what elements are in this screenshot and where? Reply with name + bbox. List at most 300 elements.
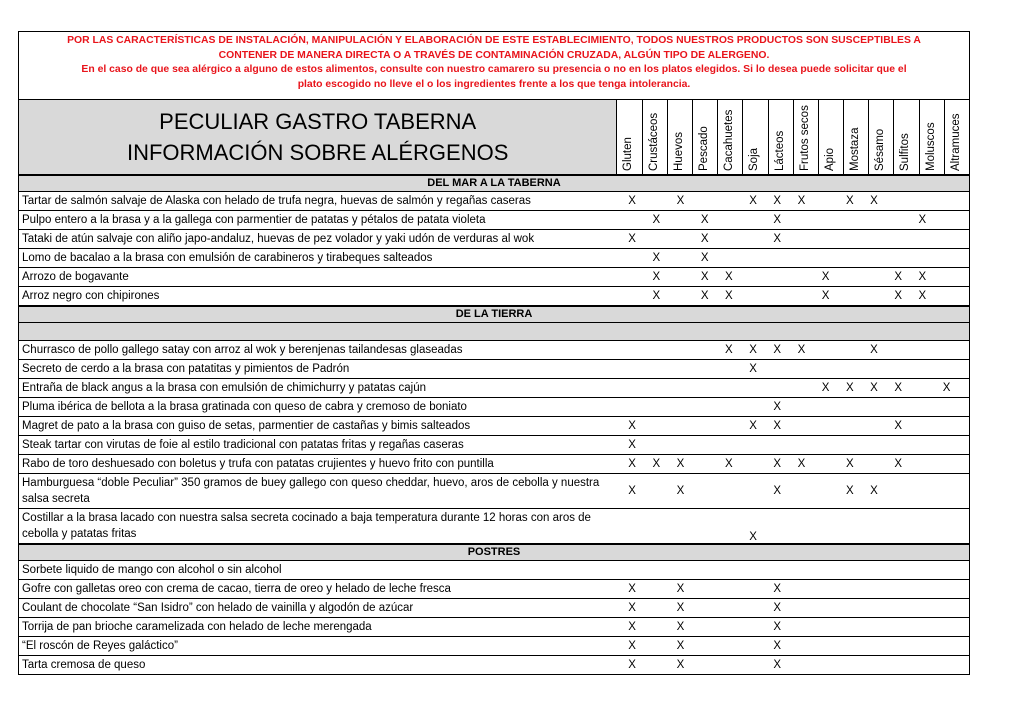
allergen-cell: X	[749, 420, 757, 432]
allergen-cell	[814, 455, 838, 473]
allergen-cell	[910, 230, 934, 248]
allergen-cell	[741, 656, 765, 674]
allergen-cell: X	[918, 290, 927, 302]
allergen-cell: X	[870, 485, 878, 497]
allergen-cell	[814, 436, 838, 454]
allergen-label: Moluscos	[924, 122, 937, 171]
allergen-cell	[934, 580, 958, 598]
allergen-cell	[741, 474, 765, 508]
allergen-cell	[741, 637, 765, 655]
allergen-cell	[934, 268, 958, 286]
allergen-cell	[693, 561, 717, 579]
allergen-label: Soja	[748, 147, 761, 171]
allergen-label: Altramuces	[949, 113, 962, 171]
allergen-header	[668, 100, 693, 174]
allergen-cell	[620, 249, 644, 267]
allergen-cell: X	[749, 363, 757, 375]
dish-name: Entraña de black angus a la brasa con emulsión de chimichurry y patatas cajún	[22, 382, 427, 394]
allergen-cell	[668, 360, 692, 378]
allergen-cell: X	[749, 344, 757, 356]
allergen-cell: X	[773, 659, 782, 671]
allergen-cell	[741, 455, 765, 473]
allergen-cell: X	[725, 290, 733, 302]
allergen-cell	[838, 341, 862, 359]
allergen-cell	[886, 580, 910, 598]
allergen-cell: X	[676, 659, 685, 671]
allergen-cell: X	[797, 344, 806, 356]
allergen-cell	[789, 360, 813, 378]
allergen-cell	[814, 637, 838, 655]
allergen-header	[643, 100, 668, 174]
allergen-cell	[693, 599, 717, 617]
allergen-cell: X	[845, 458, 854, 470]
allergen-label: Apio	[823, 147, 836, 171]
allergen-header	[743, 100, 768, 174]
allergen-cell	[693, 417, 717, 435]
warning-line: plato escogido no lleve el o los ingredientes frente a los que tenga intolerancia.	[297, 78, 691, 90]
allergen-cell	[934, 509, 958, 543]
allergen-cell: X	[652, 214, 661, 226]
allergen-cell: X	[870, 382, 878, 394]
allergen-cell	[741, 268, 765, 286]
allergen-label: Frutos secos	[798, 105, 811, 171]
section-header: DEL MAR A LA TABERNA	[19, 175, 969, 192]
allergen-label: Huevos	[672, 132, 685, 171]
allergen-cell: X	[628, 640, 636, 652]
allergen-cell	[910, 360, 934, 378]
allergen-cell	[886, 599, 910, 617]
table-row	[19, 211, 969, 230]
allergen-cell	[838, 599, 862, 617]
allergen-cell	[693, 474, 717, 508]
allergen-cell	[668, 561, 692, 579]
table-row	[19, 398, 969, 417]
allergen-cell: X	[676, 458, 685, 470]
allergen-cell: X	[628, 583, 636, 595]
allergen-cell	[620, 268, 644, 286]
allergen-cell	[668, 436, 692, 454]
allergen-cell	[717, 637, 741, 655]
allergen-cell	[717, 509, 741, 543]
table-row	[19, 637, 969, 656]
allergen-cell: X	[797, 195, 806, 207]
allergen-cell	[693, 360, 717, 378]
allergen-cell	[838, 618, 862, 636]
table-row	[19, 287, 969, 306]
allergen-label: Sésamo	[874, 128, 887, 171]
allergen-header	[869, 100, 894, 174]
table-row	[19, 580, 969, 599]
allergen-cell	[838, 561, 862, 579]
allergen-cell	[838, 509, 862, 543]
allergen-cell	[862, 287, 886, 305]
allergen-cell: X	[773, 640, 782, 652]
allergen-cell	[668, 230, 692, 248]
allergen-cell	[934, 561, 958, 579]
dish-name: Lomo de bacalao a la brasa con emulsión de carabineros y tirabeques salteados	[22, 252, 433, 264]
restaurant-name: PECULIAR GASTRO TABERNA	[159, 109, 477, 134]
allergen-cell: X	[628, 485, 636, 497]
table-row	[19, 249, 969, 268]
allergen-header	[894, 100, 919, 174]
allergen-cell	[620, 509, 644, 543]
allergen-cell	[910, 561, 934, 579]
dish-name: Churrasco de pollo gallego satay con arroz al wok y berenjenas tailandesas glaseadas	[22, 344, 463, 356]
allergen-cell	[838, 417, 862, 435]
allergen-cell: X	[725, 458, 733, 470]
allergen-cell	[717, 656, 741, 674]
allergen-cell	[717, 398, 741, 416]
allergen-cell	[934, 360, 958, 378]
allergen-cell: X	[918, 214, 927, 226]
allergen-cell	[693, 379, 717, 397]
allergen-cell	[838, 211, 862, 229]
allergen-cell: X	[676, 583, 685, 595]
allergen-cell	[886, 436, 910, 454]
allergen-cell	[765, 360, 789, 378]
allergen-cell	[934, 637, 958, 655]
allergen-cell	[644, 561, 668, 579]
dish-name: Steak tartar con virutas de foie al estilo tradicional con patatas fritas y regañas caseras	[22, 439, 464, 451]
allergen-cell	[814, 599, 838, 617]
allergen-cell	[717, 379, 741, 397]
allergen-header	[794, 100, 819, 174]
allergen-cell: X	[773, 401, 782, 413]
allergen-cell	[886, 509, 910, 543]
allergen-cell	[620, 360, 644, 378]
allergen-cell	[717, 561, 741, 579]
dish-name: Sorbete liquido de mango con alcohol o sin alcohol	[22, 564, 282, 576]
allergen-label: Mostaza	[849, 127, 862, 171]
allergen-cell	[741, 599, 765, 617]
allergen-cell	[789, 287, 813, 305]
allergen-cell	[910, 341, 934, 359]
allergen-cell	[934, 618, 958, 636]
allergen-cell	[886, 474, 910, 508]
allergen-label: Crustáceos	[647, 112, 660, 171]
allergen-cell	[668, 379, 692, 397]
allergen-cell: X	[652, 252, 661, 264]
allergen-cell	[862, 230, 886, 248]
allergen-cell	[644, 474, 668, 508]
allergen-header	[819, 100, 844, 174]
allergen-cell	[644, 398, 668, 416]
blank-row	[19, 323, 969, 341]
allergen-cell	[620, 561, 644, 579]
allergen-cell	[789, 561, 813, 579]
allergen-cell	[693, 618, 717, 636]
allergen-cell	[620, 211, 644, 229]
allergen-cell	[910, 417, 934, 435]
allergen-cell	[789, 436, 813, 454]
allergen-label: Lácteos	[773, 130, 786, 171]
allergen-header	[617, 100, 642, 174]
allergen-cell	[644, 417, 668, 435]
allergen-cell	[668, 509, 692, 543]
allergen-cell: X	[845, 195, 854, 207]
allergen-cell: X	[894, 271, 902, 283]
allergen-cell: X	[628, 458, 636, 470]
allergen-label: Sulfitos	[899, 133, 912, 171]
allergen-cell	[765, 249, 789, 267]
allergen-cell	[644, 192, 668, 210]
allergen-cell: X	[821, 290, 830, 302]
allergen-cell	[693, 656, 717, 674]
table-row	[19, 509, 969, 544]
allergen-cell	[814, 192, 838, 210]
table-row	[19, 360, 969, 379]
allergen-cell	[644, 509, 668, 543]
allergen-cell	[644, 580, 668, 598]
allergen-cell	[789, 379, 813, 397]
section-header: POSTRES	[19, 544, 969, 561]
allergen-cell: X	[821, 382, 830, 394]
allergen-cell	[886, 360, 910, 378]
allergen-cell: X	[773, 344, 782, 356]
allergen-cell	[717, 580, 741, 598]
allergen-cell	[789, 398, 813, 416]
warning-line: En el caso de que sea alérgico a alguno de estos alimentos, consulte con nuestro camarero su presencia o no en los platos elegidos. Si lo desea puede solicitar que el	[81, 64, 907, 75]
allergen-cell: X	[700, 271, 709, 283]
allergen-cell: X	[652, 290, 661, 302]
allergen-cell	[886, 192, 910, 210]
warning-line: POR LAS CARACTERÍSTICAS DE INSTALACIÓN, MANIPULACIÓN Y ELABORACIÓN DE ESTE ESTABLECIMIENTO, TODOS NUESTROS PRODUCTOS SON SUSCEPTIBLES A	[67, 35, 921, 46]
allergen-cell	[668, 287, 692, 305]
allergen-cell	[862, 360, 886, 378]
allergen-cell: X	[894, 290, 902, 302]
allergen-cell	[644, 360, 668, 378]
allergen-cell	[620, 341, 644, 359]
allergen-cell: X	[773, 195, 782, 207]
allergen-cell	[789, 618, 813, 636]
dish-name: Magret de pato a la brasa con guiso de setas, parmentier de castañas y bimis salteados	[22, 420, 471, 432]
allergen-cell	[910, 509, 934, 543]
allergen-cell: X	[628, 602, 636, 614]
allergen-cell	[934, 398, 958, 416]
table-row	[19, 455, 969, 474]
allergen-cell	[838, 249, 862, 267]
allergen-cell: X	[676, 485, 685, 497]
allergen-cell: X	[870, 344, 878, 356]
allergen-cell: X	[628, 233, 636, 245]
allergen-cell	[862, 268, 886, 286]
allergen-cell	[910, 398, 934, 416]
dish-name: Tarta cremosa de queso	[22, 659, 146, 671]
allergen-cell	[693, 580, 717, 598]
allergen-cell	[838, 656, 862, 674]
dish-name: Costillar a la brasa lacado con nuestra salsa secreta cocinado a baja temperatura durante 12 horas con aros de cebolla y patatas fritas	[22, 512, 591, 540]
table-row	[19, 599, 969, 618]
allergen-cell: X	[628, 420, 636, 432]
allergen-cell	[862, 656, 886, 674]
allergen-header	[693, 100, 718, 174]
menu-table	[19, 175, 969, 675]
allergen-cell	[741, 398, 765, 416]
allergen-cell	[693, 637, 717, 655]
allergen-label: Gluten	[622, 137, 635, 171]
allergen-cell	[693, 192, 717, 210]
dish-name: Gofre con galletas oreo con crema de cacao, tierra de oreo y helado de leche fresca	[22, 583, 451, 595]
allergen-cell: X	[845, 382, 854, 394]
allergen-cell	[668, 268, 692, 286]
dish-name: Hamburguesa “doble Peculiar” 350 gramos de buey gallego con queso cheddar, huevo, aros de cebolla y nuestra salsa secreta	[22, 477, 600, 505]
allergen-cell	[717, 474, 741, 508]
allergen-cell	[910, 455, 934, 473]
allergen-cell	[644, 656, 668, 674]
table-row	[19, 561, 969, 580]
allergen-cell	[789, 417, 813, 435]
allergen-cell: X	[652, 458, 661, 470]
allergen-cell	[862, 436, 886, 454]
allergen-cell	[934, 230, 958, 248]
allergen-cell	[644, 436, 668, 454]
allergen-cell	[620, 379, 644, 397]
allergen-cell	[717, 360, 741, 378]
allergen-cell	[838, 580, 862, 598]
allergen-cell	[741, 618, 765, 636]
allergen-cell	[765, 287, 789, 305]
allergen-cell: X	[725, 344, 733, 356]
allergen-cell	[644, 230, 668, 248]
allergen-cell	[789, 637, 813, 655]
allergen-cell: X	[725, 271, 733, 283]
allergen-cell	[789, 509, 813, 543]
table-row	[19, 656, 969, 675]
dish-name: Rabo de toro deshuesado con boletus y trufa con patatas crujientes y huevo frito con puntilla	[22, 458, 494, 470]
allergen-cell	[934, 249, 958, 267]
allergen-cell	[838, 287, 862, 305]
allergen-cell	[765, 561, 789, 579]
allergen-cell	[838, 230, 862, 248]
allergen-cell	[862, 211, 886, 229]
allergen-cell	[741, 249, 765, 267]
allergen-cell	[886, 398, 910, 416]
allergen-cell	[886, 211, 910, 229]
allergen-cell: X	[773, 214, 782, 226]
allergen-cell	[814, 656, 838, 674]
table-row	[19, 268, 969, 287]
allergen-cell	[862, 637, 886, 655]
page-title	[19, 100, 617, 174]
table-row	[19, 618, 969, 637]
allergen-cell	[765, 268, 789, 286]
allergen-cell	[910, 599, 934, 617]
section-header: DE LA TIERRA	[19, 306, 969, 323]
allergen-cell	[717, 618, 741, 636]
allergen-cell: X	[676, 602, 685, 614]
allergen-cell	[620, 287, 644, 305]
allergen-label: Cacahuetes	[723, 109, 736, 171]
allergen-cell	[693, 341, 717, 359]
allergen-warning	[19, 31, 969, 100]
allergen-cell	[644, 599, 668, 617]
allergen-cell: X	[894, 420, 902, 432]
table-row	[19, 341, 969, 360]
allergen-cell	[644, 618, 668, 636]
allergen-cell	[910, 379, 934, 397]
allergen-cell	[717, 417, 741, 435]
allergen-cell: X	[676, 621, 685, 633]
allergen-cell	[910, 474, 934, 508]
allergen-cell: X	[749, 195, 757, 207]
allergen-cell	[741, 580, 765, 598]
allergen-cell	[741, 379, 765, 397]
allergen-label: Pescado	[697, 126, 710, 171]
allergen-cell	[717, 436, 741, 454]
allergen-cell	[668, 211, 692, 229]
allergen-cell	[693, 509, 717, 543]
allergen-cell	[693, 455, 717, 473]
allergen-cell	[934, 192, 958, 210]
allergen-cell	[717, 192, 741, 210]
allergen-header	[844, 100, 869, 174]
allergen-cell: X	[628, 439, 636, 451]
allergen-cell	[814, 580, 838, 598]
allergen-cell	[693, 436, 717, 454]
allergen-cell	[814, 249, 838, 267]
allergen-cell	[934, 455, 958, 473]
allergen-cell	[886, 656, 910, 674]
dish-name: Tataki de atún salvaje con aliño japo-andaluz, huevas de pez volador y yaki udón de verduras al wok	[22, 233, 535, 245]
allergen-cell	[717, 599, 741, 617]
allergen-cell	[814, 211, 838, 229]
allergen-cell	[741, 287, 765, 305]
allergen-cell	[838, 637, 862, 655]
allergen-cell	[789, 249, 813, 267]
allergen-cell	[717, 249, 741, 267]
allergen-cell	[814, 618, 838, 636]
allergen-cell	[814, 398, 838, 416]
allergen-cell	[862, 455, 886, 473]
allergen-cell	[886, 618, 910, 636]
allergen-cell: X	[773, 602, 782, 614]
allergen-cell	[886, 249, 910, 267]
allergen-cell: X	[700, 214, 709, 226]
dish-name: Arroz negro con chipirones	[22, 290, 160, 302]
allergen-cell: X	[773, 420, 782, 432]
allergen-cell	[741, 561, 765, 579]
allergen-cell	[789, 474, 813, 508]
allergen-cell: X	[918, 271, 927, 283]
allergen-header	[718, 100, 743, 174]
allergen-cell: X	[700, 290, 709, 302]
allergen-cell	[934, 211, 958, 229]
allergen-cell: X	[821, 271, 830, 283]
allergen-cell	[620, 398, 644, 416]
allergen-cell: X	[773, 458, 782, 470]
allergen-cell: X	[628, 195, 636, 207]
allergen-cell	[862, 249, 886, 267]
allergen-cell: X	[676, 195, 685, 207]
allergen-cell	[910, 436, 934, 454]
allergen-cell	[910, 656, 934, 674]
table-row	[19, 417, 969, 436]
allergen-cell	[862, 398, 886, 416]
dish-name: Tartar de salmón salvaje de Alaska con helado de trufa negra, huevas de salmón y regañas caseras	[22, 195, 531, 207]
allergen-cell	[693, 398, 717, 416]
allergen-cell: X	[894, 382, 902, 394]
allergen-cell: X	[628, 621, 636, 633]
allergen-cell	[741, 230, 765, 248]
allergen-cell	[814, 341, 838, 359]
allergen-cell	[741, 211, 765, 229]
allergen-cell	[789, 580, 813, 598]
allergen-cell: X	[676, 640, 685, 652]
allergen-cell: X	[797, 458, 806, 470]
allergen-cell	[789, 230, 813, 248]
allergen-cell: X	[652, 271, 661, 283]
allergen-cell: X	[749, 531, 757, 543]
